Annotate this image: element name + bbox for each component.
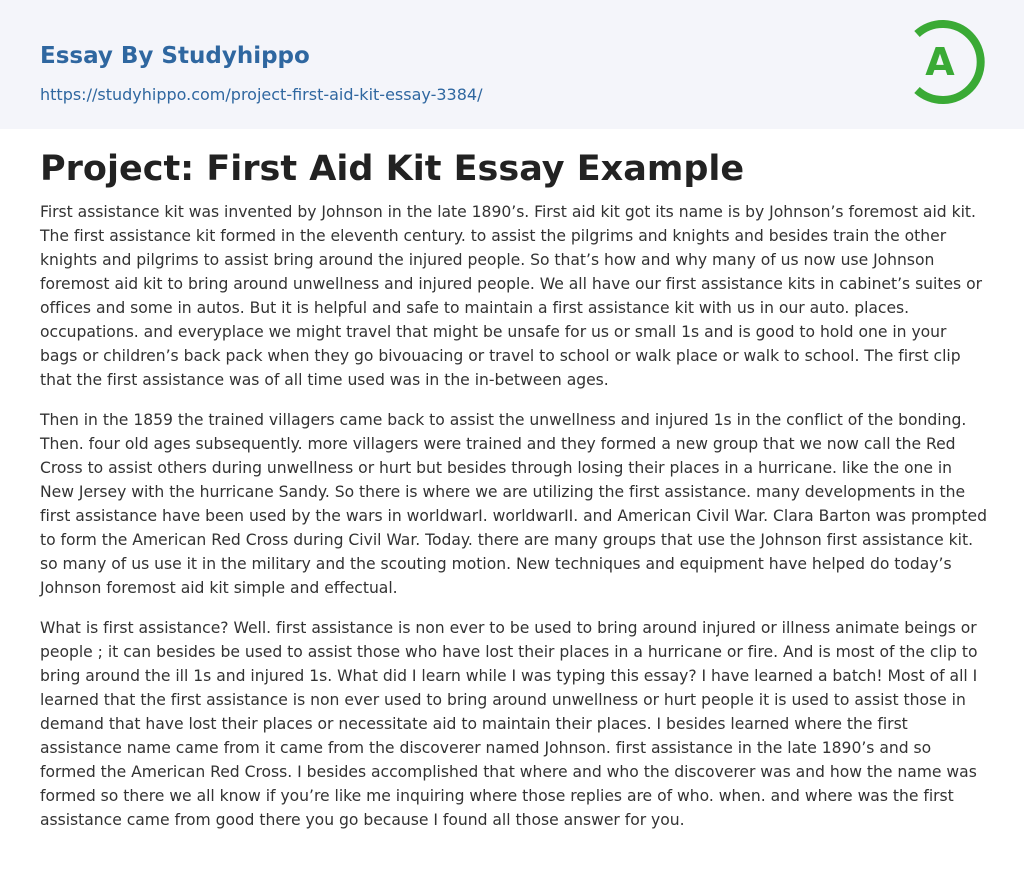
essay-paragraph: What is first assistance? Well. first assistance is non ever to be used to bring around injured or illness animate beings or people ; it can besides be used to assist those who have lost their places in a hurricane or fire. And is most of the clip to bring around the ill 1s and injured 1s. What did I learn while I was typing this essay? I have learned a batch! Most of all I learned that the first assistance is non ever used to bring around unwellness or hurt people it is used to assist those in demand that have lost their places or necessitate aid to maintain their places. I besides learned where the first assistance name came from it came from the discoverer named Johnson. first assistance in the late 1890’s and so formed the American Red Cross. I besides accomplished that where and who the discoverer was and how the name was formed so there we all know if you’re like me inquiring where those replies are of who. when. and where was the first assistance came from good there you go because I found all those answer for you. bbox=[40, 619, 978, 829]
page-title: Project: First Aid Kit Essay Example bbox=[40, 149, 745, 189]
essay-url-link[interactable]: https://studyhippo.com/project-first-aid-kit-essay-3384/ bbox=[40, 85, 483, 104]
site-title[interactable]: Essay By Studyhippo bbox=[40, 43, 310, 69]
essay-body bbox=[40, 200, 988, 848]
logo-letter: A bbox=[925, 40, 955, 84]
studyhippo-logo-icon[interactable] bbox=[909, 18, 989, 106]
essay-paragraph: Then in the 1859 the trained villagers came back to assist the unwellness and injured 1s in the conflict of the bonding. Then. four old ages subsequently. more villagers were trained and they formed a new group that we now call the Red Cross to assist others during unwellness or hurt but besides through losing their places in a hurricane. like the one in New Jersey with the hurricane Sandy. So there is where we are utilizing the first assistance. many developments in the first assistance have been used by the wars in worldwarI. worldwarII. and American Civil War. Clara Barton was prompted to form the American Red Cross during Civil War. Today. there are many groups that use the Johnson first assistance kit. so many of us use it in the military and the scouting motion. New techniques and equipment have helped do today’s Johnson foremost aid kit simple and effectual. bbox=[40, 411, 987, 597]
essay-paragraph: First assistance kit was invented by Johnson in the late 1890’s. First aid kit got its name is by Johnson’s foremost aid kit. The first assistance kit formed in the eleventh century. to assist the pilgrims and knights and besides train the other knights and pilgrims to assist bring around the injured people. So that’s how and why many of us now use Johnson foremost aid kit to bring around unwellness and injured people. We all have our first assistance kits in cabinet’s suites or offices and some in autos. But it is helpful and safe to maintain a first assistance kit with us in our auto. places. occupations. and everyplace we might travel that might be unsafe for us or small 1s and is good to hold one in your bags or children’s back pack when they go bivouacing or travel to school or walk place or walk to school. The first clip that the first assistance was of all time used was in the in-between ages. bbox=[40, 203, 982, 389]
